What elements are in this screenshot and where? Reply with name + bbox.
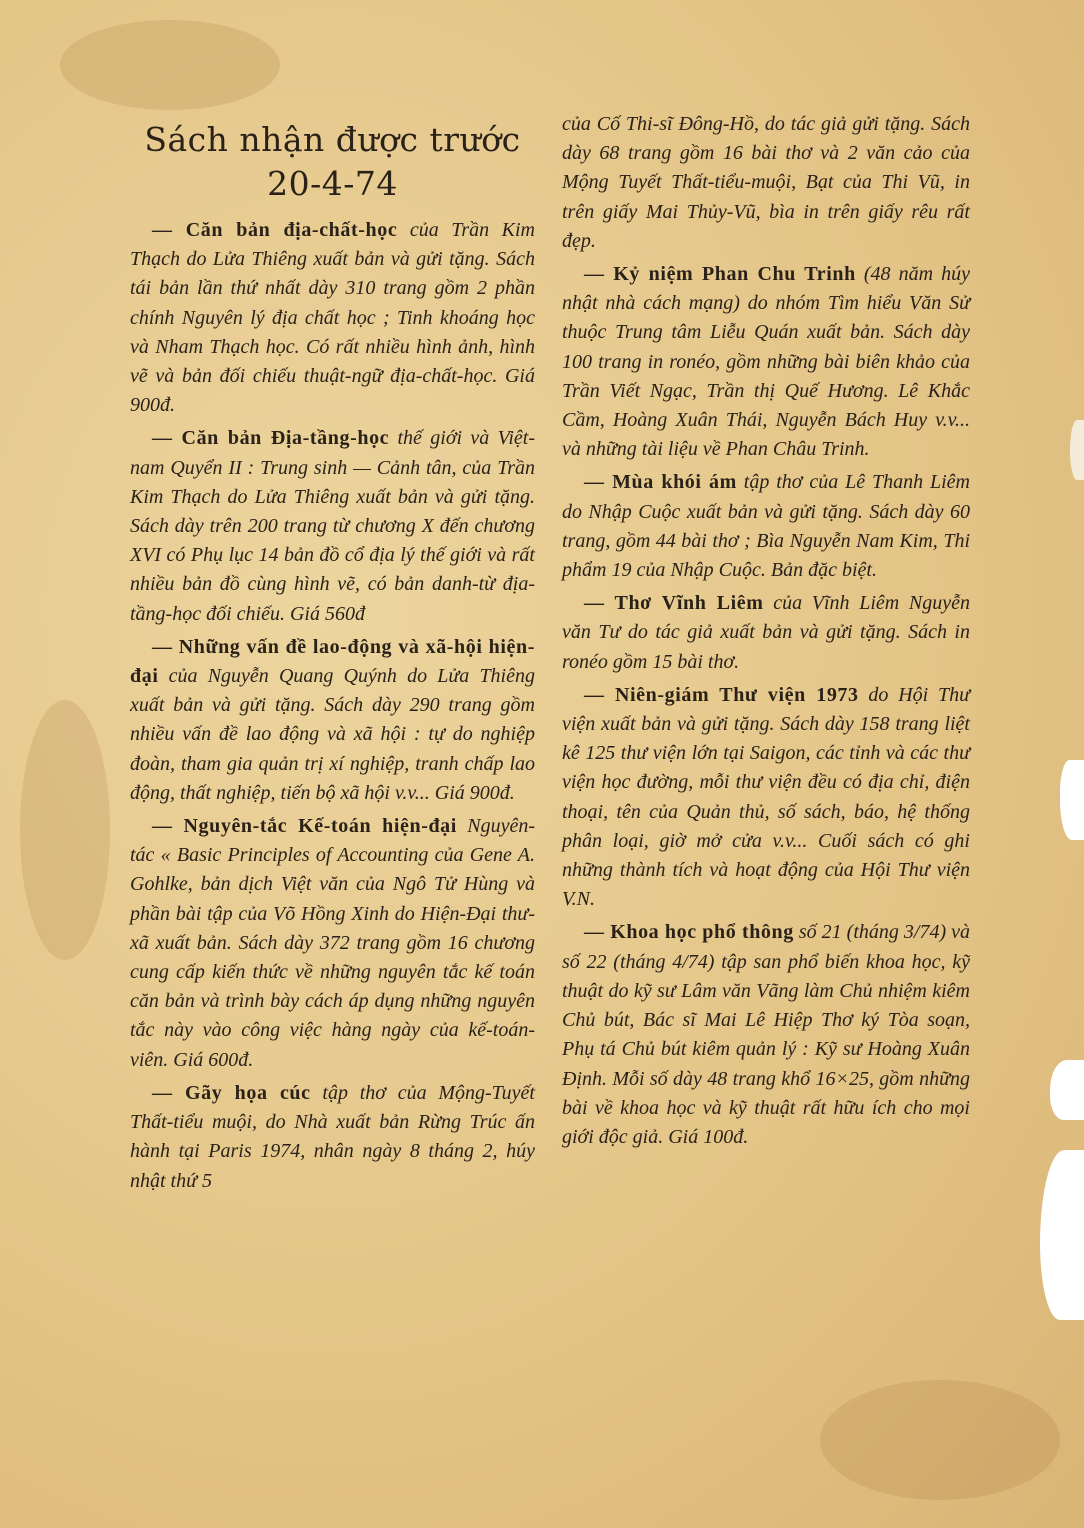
entry-body: do Hội Thư viện xuất bản và gửi tặng. Sách dày 158 trang liệt kê 125 thư viện lớn tại Saigon, các tỉnh và các thư viện học đường, mỗi thư viện đều có địa chỉ, điện thoại, tên của Quản thủ, số sách, báo, hệ thống phân loại, giờ mở cửa v.v... Cuối sách có ghi những thành tích và hoạt động của Hội Thư viện V.N. [562,683,970,911]
entry-body: của Vĩnh Liêm Nguyễn văn Tư do tác giả xuất bản và gửi tặng. Sách in ronéo gồm 15 bài thơ. [562,592,970,673]
book-entry [130,633,535,808]
book-entry [562,918,970,1152]
entry-body: thế giới và Việt-nam Quyển II : Trung sinh — Cảnh tân, của Trần Kim Thạch do Lửa Thiêng xuất bản và gửi tặng. Sách dày trên 200 trang từ chương X đến chương XVI có Phụ lục 14 bản đồ cổ địa lý thế giới và rất nhiều bản đồ cùng hình vẽ, có bản danh-từ địa-tầng-học đối chiếu. Giá 560đ [130,427,535,625]
entry-body: tập thơ của Lê Thanh Liêm do Nhập Cuộc xuất bản và gửi tặng. Sách dày 60 trang, gồm 44 bài thơ ; Bìa Nguyễn Nam Kim, Thi phẩm 19 của Nhập Cuộc. Bản đặc biệt. [562,471,971,582]
left-column [130,110,535,1200]
paper-stain [60,20,280,110]
book-entry-continued [562,110,970,256]
book-entry [130,216,535,420]
book-entry [130,424,535,628]
book-entry [562,468,970,585]
book-entry [562,589,970,677]
page-title: Sách nhận được trước 20-4-74 [144,120,521,203]
entry-body: tập thơ của Mộng-Tuyết Thất-tiểu muội, do Nhà xuất bản Rừng Trúc ấn hành tại Paris 1974, nhân ngày 8 tháng 2, húy nhật thứ 5 [130,1081,535,1192]
entry-lead: — Những vấn đề lao-động và xã-hội hiện-đại [130,635,535,688]
entry-body: số 21 (tháng 3/74) và số 22 (tháng 4/74) tập san phổ biến khoa học, kỹ thuật do kỹ sư Lâm văn Vãng làm Chủ nhiệm kiêm Chủ bút, Bác sĩ Mai Lê Hiệp Thơ ký Tòa soạn, Phụ tá Chủ bút kiêm quản lý : Kỹ sư Hoàng Xuân Định. Mỗi số dày 48 trang khổ 16×25, gồm những bài về khoa học và kỹ thuật rất hữu ích cho mọi giới độc giả. Giá 100đ. [562,921,971,1148]
entry-body: của Trần Kim Thạch do Lửa Thiêng xuất bản và gửi tặng. Sách tái bản lần thứ nhất dày 310 trang gồm 2 phần chính Nguyên lý địa chất học ; Tinh khoáng học và Nham Thạch học. Có rất nhiều hình ảnh, hình vẽ và bản đối chiếu thuật-ngữ địa-chất-học. Giá 900đ. [130,219,535,417]
book-entry [562,681,970,915]
paper-tear [1040,1150,1084,1320]
entry-lead: — Khoa học phổ thông [584,921,794,944]
paper-tear [1060,760,1084,840]
right-column [562,110,970,1156]
book-entry [130,1079,535,1196]
entry-lead: — Mùa khói ám [584,471,737,494]
entry-body: (48 năm húy nhật nhà cách mạng) do nhóm Tìm hiểu Văn Sử thuộc Trung tâm Liễu Quán xuất bản. Sách dày 100 trang in ronéo, gồm những bài biên khảo của Trần Viết Ngạc, Trần thị Quế Hương. Lê Khắc Cầm, Hoàng Xuân Thái, Nguyễn Bách Huy v.v... và những tài liệu về Phan Châu Trinh. [562,263,971,461]
entry-lead: — Gãy họa cúc [152,1081,311,1104]
paper-stain [20,700,110,960]
entry-body: của Cố Thi-sĩ Đông-Hồ, do tác giả gửi tặng. Sách dày 68 trang gồm 16 bài thơ và 2 văn cảo của Mộng Tuyết Thất-tiểu-muội, Bạt của Thi Vũ, in trên giấy Mai Thủy-Vũ, bìa in trên giấy rêu rất đẹp. [562,113,970,252]
entry-body: của Nguyễn Quang Quýnh do Lửa Thiêng xuất bản và gửi tặng. Sách dày 290 trang gồm nhiều vấn đề lao động và xã hội : tự do nghiệp đoàn, tham gia quản trị xí nghiệp, tranh chấp lao động, thất nghiệp, tiến bộ xã hội v.v... Giá 900đ. [130,665,535,804]
book-entry [130,812,535,1075]
paper-tear [1070,420,1084,480]
paper-stain [820,1380,1060,1500]
entry-lead: — Căn bản Địa-tầng-học [152,427,390,450]
entry-lead: — Kỷ niệm Phan Chu Trinh [584,263,856,286]
paper-tear [1050,1060,1084,1120]
entry-lead: — Nguyên-tắc Kế-toán hiện-đại [152,815,457,838]
book-entry [562,260,970,464]
entry-body: Nguyên-tác « Basic Principles of Accounting của Gene A. Gohlke, bản dịch Việt văn của Ngô Tử Hùng và phần bài tập của Võ Hồng Xinh do Hiện-Đại thư-xã xuất bản. Sách dày 372 trang gồm 16 chương cung cấp kiến thức về những nguyên tắc kế toán căn bản và trình bày cách áp dụng những nguyên tắc này vào công việc hàng ngày của kế-toán-viên. Giá 600đ. [130,815,535,1071]
entry-lead: — Thơ Vĩnh Liêm [584,592,764,615]
entry-lead: — Niên-giám Thư viện 1973 [584,683,859,706]
entry-lead: — Căn bản địa-chất-học [152,219,398,241]
